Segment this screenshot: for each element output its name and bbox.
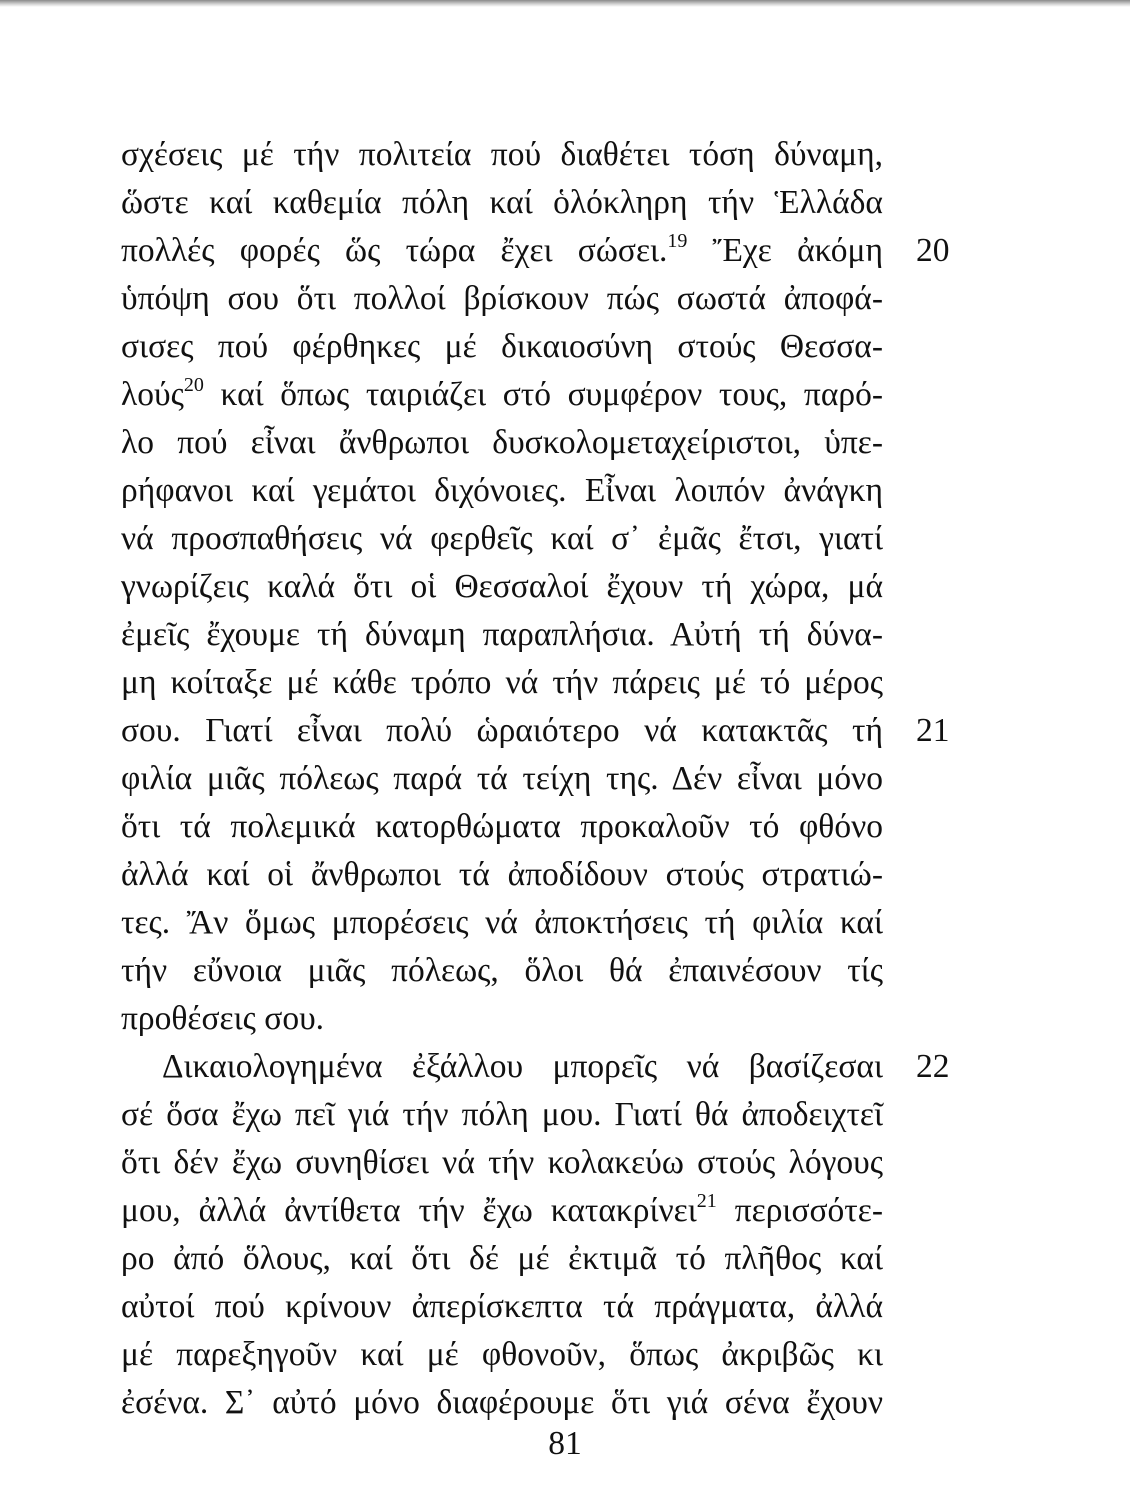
text-segment: λούς: [121, 376, 184, 413]
text-line-18: τήν εὔνοια μιᾶς πόλεως, ὅλοι θά ἐπαινέσουν τίς: [121, 952, 883, 989]
text-line-1: σχέσεις μέ τήν πολιτεία πού διαθέτει τόση δύναμη,: [121, 136, 883, 173]
text-segment: Ἔχε ἀκόμη: [687, 232, 884, 269]
text-line-21: σέ ὅσα ἔχω πεῖ γιά τήν πόλη μου. Γιατί θά ἀποδειχτεῖ: [121, 1096, 883, 1133]
text-line-7: λο πού εἶναι ἄνθρωποι δυσκολομεταχείριστοι, ὑπε-: [121, 424, 883, 461]
text-segment: καί ὅπως ταιριάζει στό συμφέρον τους, παρό-: [203, 376, 883, 413]
text-line-26: μέ παρεξηγοῦν καί μέ φθονοῦν, ὅπως ἀκριβῶς κι: [121, 1336, 883, 1373]
text-line-6: [121, 371, 883, 419]
text-line-25: αὐτοί πού κρίνουν ἀπερίσκεπτα τά πράγματα, ἀλλά: [121, 1288, 883, 1325]
text-line-24: ρο ἀπό ὅλους, καί ὅτι δέ μέ ἐκτιμᾶ τό πλῆθος καί: [121, 1240, 883, 1277]
text-segment: πολλές φορές ὥς τώρα ἔχει σώσει.: [121, 232, 668, 269]
footnote-ref-21: 21: [696, 1190, 717, 1212]
section-number-21: 21: [916, 712, 950, 749]
footnote-ref-20: 20: [183, 374, 204, 396]
text-line-10: γνωρίζεις καλά ὅτι οἱ Θεσσαλοί ἔχουν τή χώρα, μά: [121, 568, 883, 605]
text-line-5: σισες πού φέρθηκες μέ δικαιοσύνη στούς Θεσσα-: [121, 328, 883, 365]
page-number: 81: [548, 1425, 582, 1462]
text-line-14: φιλία μιᾶς πόλεως παρά τά τείχη της. Δέν εἶναι μόνο: [121, 760, 883, 797]
text-line-16: ἀλλά καί οἱ ἄνθρωποι τά ἀποδίδουν στούς στρατιώ-: [121, 856, 883, 893]
text-line-23: [121, 1187, 883, 1235]
text-line-15: ὅτι τά πολεμικά κατορθώματα προκαλοῦν τό φθόνο: [121, 808, 883, 845]
text-segment: περισσότε-: [716, 1192, 883, 1229]
text-line-27: ἐσένα. Σ᾿ αὐτό μόνο διαφέρουμε ὅτι γιά σένα ἔχουν: [121, 1384, 883, 1421]
text-line-19: προθέσεις σου.: [121, 1000, 325, 1037]
section-number-22: 22: [916, 1048, 950, 1085]
text-line-11: ἐμεῖς ἔχουμε τή δύναμη παραπλήσια. Αὐτή τή δύνα-: [121, 616, 883, 653]
text-line-12: μη κοίταξε μέ κάθε τρόπο νά τήν πάρεις μέ τό μέρος: [121, 664, 883, 701]
text-line-20: Δικαιολογημένα ἐξάλλου μπορεῖς νά βασίζεσαι: [162, 1048, 883, 1085]
text-segment: μου, ἀλλά ἀντίθετα τήν ἔχω κατακρίνει: [121, 1192, 697, 1229]
footnote-ref-19: 19: [667, 230, 688, 252]
text-line-17: τες. Ἄν ὅμως μπορέσεις νά ἀποκτήσεις τή φιλία καί: [121, 904, 883, 941]
text-line-4: ὑπόψη σου ὅτι πολλοί βρίσκουν πώς σωστά ἀποφά-: [121, 280, 883, 317]
text-line-8: ρήφανοι καί γεμάτοι διχόνοιες. Εἶναι λοιπόν ἀνάγκη: [121, 472, 883, 509]
section-number-20: 20: [916, 232, 950, 269]
text-line-13: σου. Γιατί εἶναι πολύ ὡραιότερο νά κατακτᾶς τή: [121, 712, 883, 749]
text-line-2: ὥστε καί καθεμία πόλη καί ὁλόκληρη τήν Ἑλλάδα: [121, 184, 883, 221]
text-line-9: νά προσπαθήσεις νά φερθεῖς καί σ᾿ ἐμᾶς ἔτσι, γιατί: [121, 520, 883, 557]
text-line-22: ὅτι δέν ἔχω συνηθίσει νά τήν κολακεύω στούς λόγους: [121, 1144, 883, 1181]
text-line-3: [121, 227, 883, 275]
